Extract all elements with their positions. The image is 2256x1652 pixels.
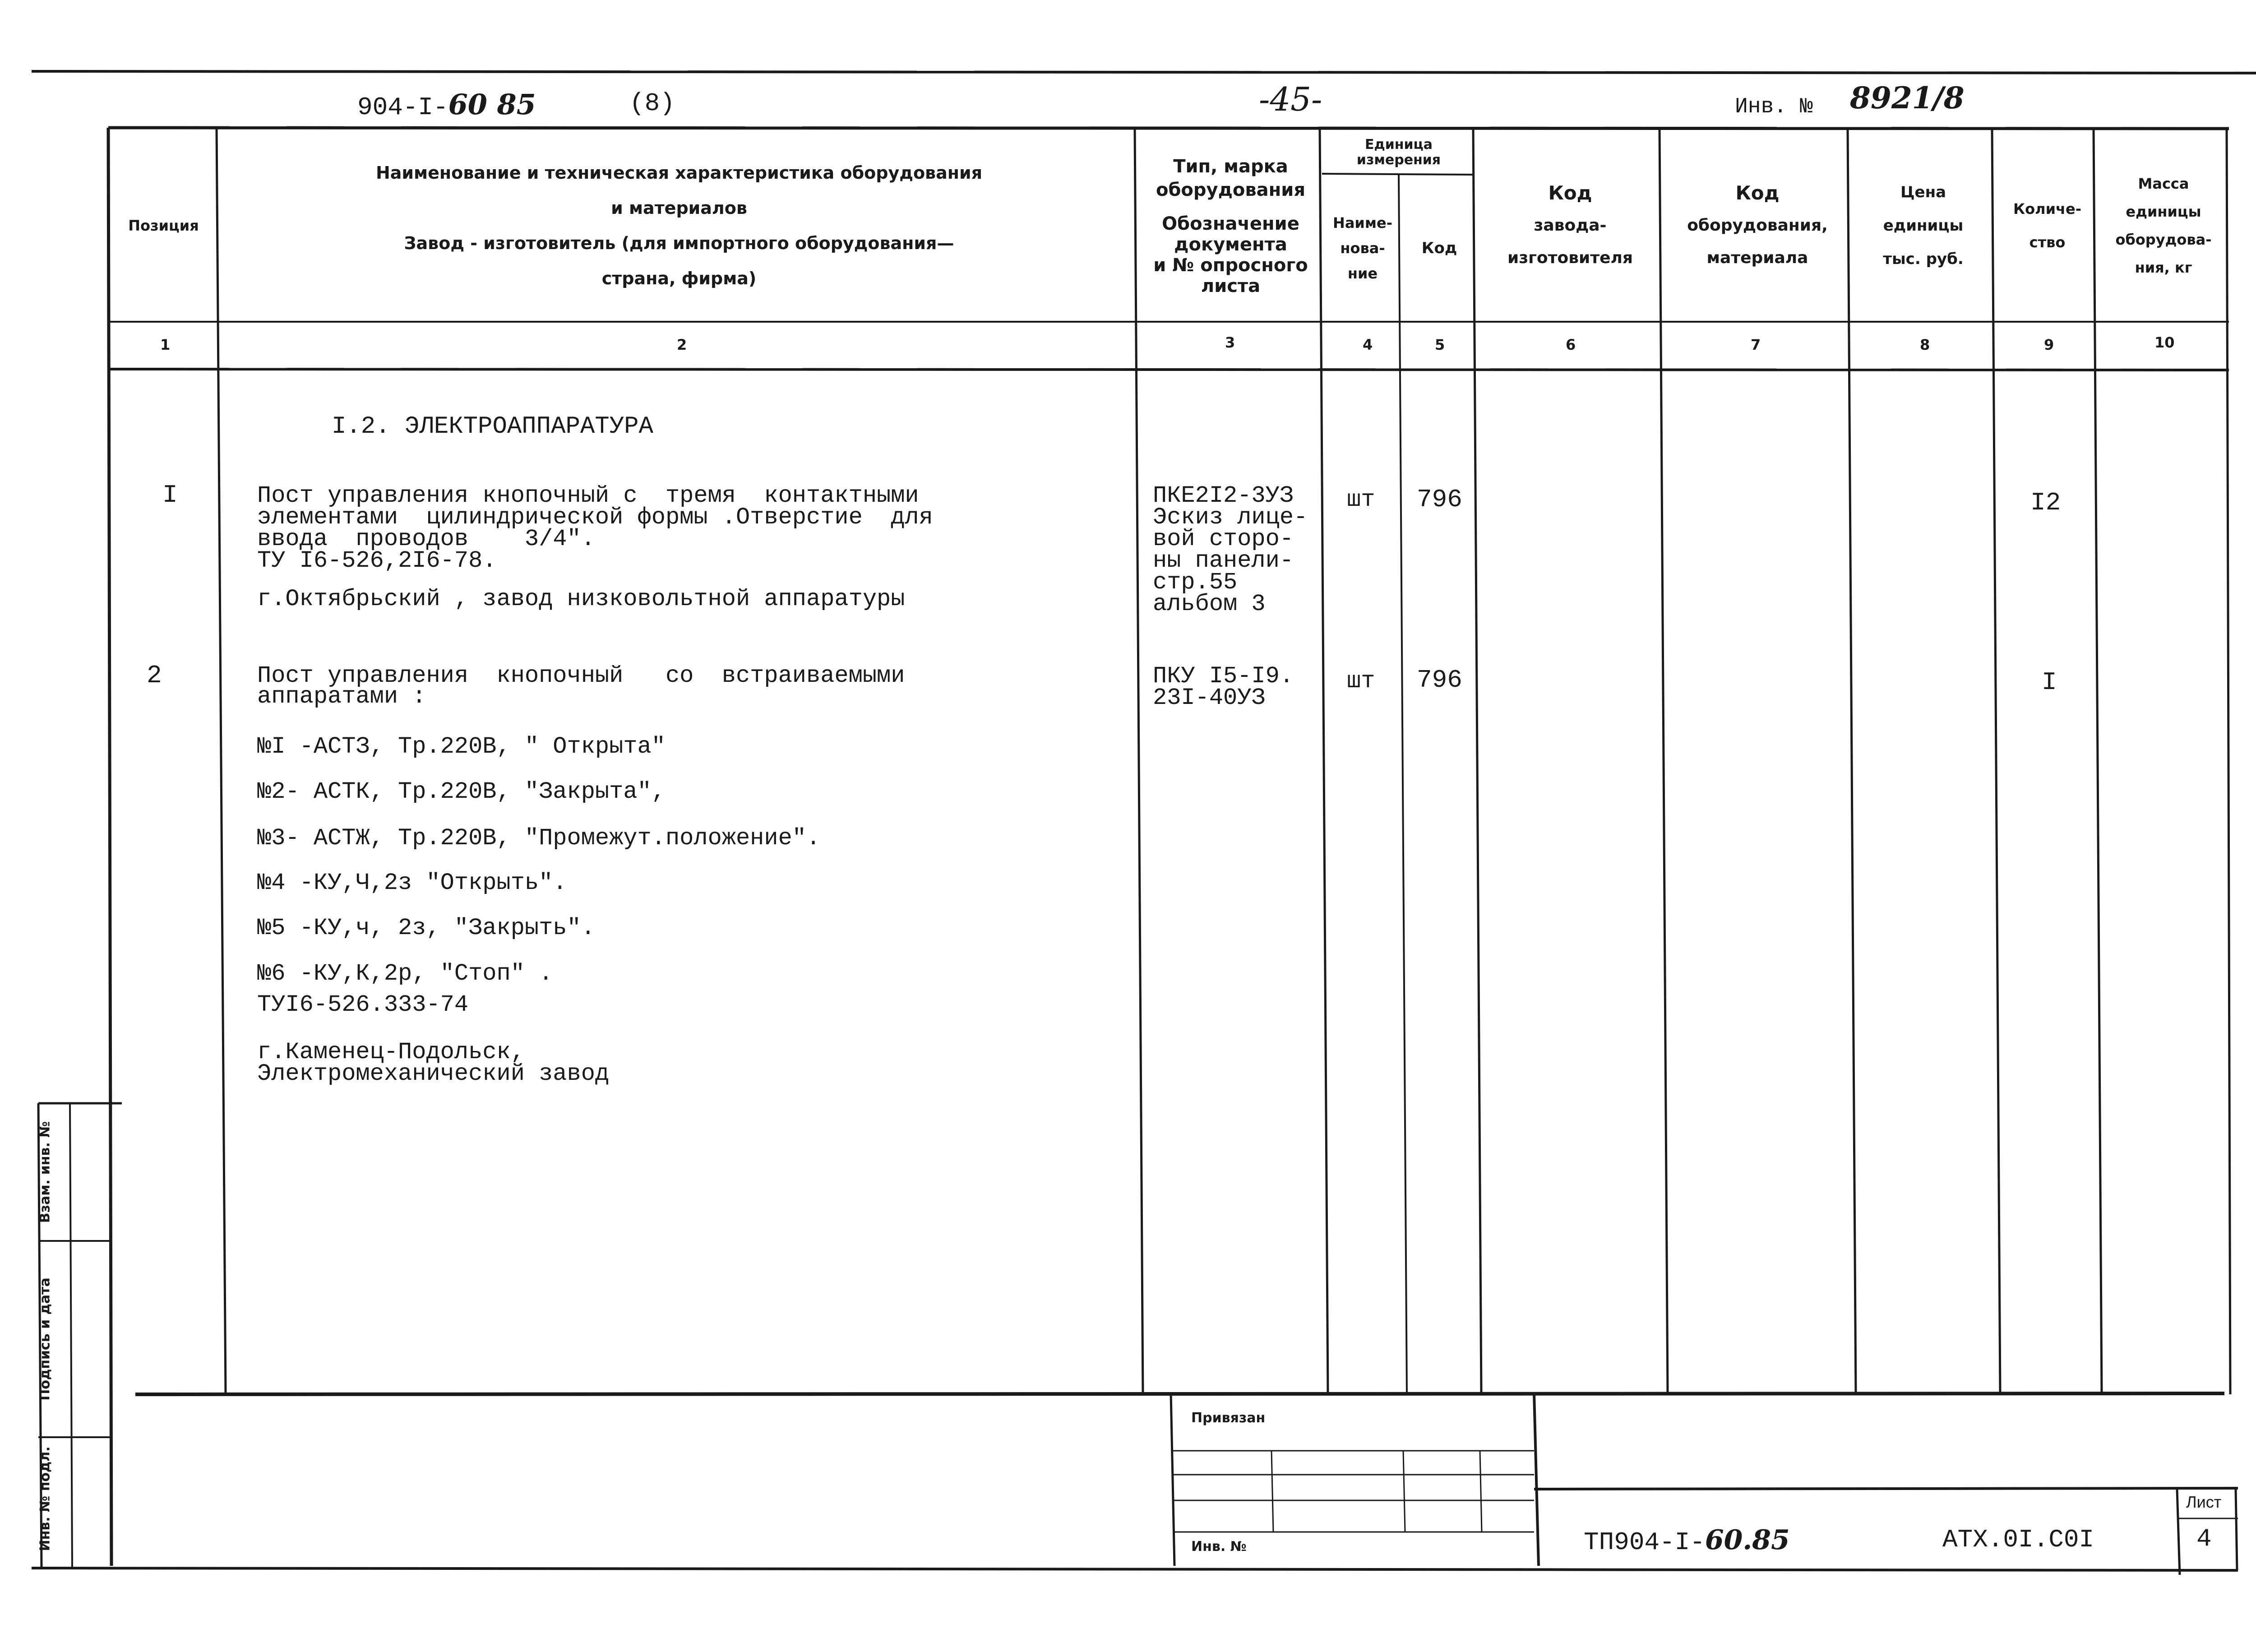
project-code [357, 88, 536, 122]
header-factory-code: Код завода- изготовителя [1507, 182, 1633, 267]
column-number: 4 [1363, 336, 1373, 353]
document-code-prefix: ТП904-I- [1584, 1528, 1705, 1557]
column-number: 10 [2154, 334, 2175, 351]
row-2-sub-item-3: №3- АСТЖ, Тр.220В, "Промежут.положение". [257, 825, 821, 851]
row-2-name: Пост управления кнопочный со встраиваемыми аппаратами : [257, 662, 905, 710]
row-2-sub-item-2: №2- АСТК, Тр.220В, "Закрыта", [257, 778, 666, 805]
row-1-position: I [162, 481, 178, 509]
column-number: 3 [1225, 334, 1235, 351]
column-number: 9 [2044, 336, 2054, 353]
header-mass: Масса единицы оборудова- ния, кг [2115, 175, 2212, 276]
header-position: Позиция [128, 217, 199, 234]
row-2-manufacturer: г.Каменец-Подольск, Электромеханический завод [257, 1039, 610, 1087]
row-2-sub-item-4: №4 -КУ,Ч,2з "Открыть". [257, 870, 567, 896]
row-2-unit-code: 796 [1417, 666, 1462, 694]
row-1-type: ПКЕ2I2-3УЗ Эскиз лице- вой сторо- ны панели- стр.55 альбом 3 [1153, 482, 1308, 617]
inv-no-label: Инв. № [1191, 1539, 1247, 1555]
column-number: 6 [1566, 336, 1576, 353]
row-1-name: Пост управления кнопочный с тремя контактными элементами цилиндрической формы .Отверстие для ввода проводов 3/4". ТУ I6-526,2I6-78. [257, 482, 933, 574]
header-equipment-code: Код оборудования, материала [1687, 182, 1828, 267]
row-2-quantity: I [2042, 668, 2057, 697]
row-1-quantity: I2 [2030, 488, 2061, 517]
inv-number: 8921/8 [1850, 80, 1965, 116]
header-price: Цена единицы тыс. руб. [1883, 183, 1964, 268]
row-2-sub-item-5: №5 -КУ,ч, 2з, "Закрыть". [257, 915, 595, 941]
privyazan-label: Привязан [1191, 1410, 1266, 1426]
side-stamp-vzam-inv: Взам. инв. № [37, 1121, 53, 1223]
row-2-unit: шт [1347, 668, 1375, 694]
project-code-prefix: 904-I- [357, 93, 448, 122]
row-2-position: 2 [147, 661, 162, 690]
header-unit-code: Код [1421, 239, 1457, 257]
column-number: 7 [1751, 336, 1761, 353]
row-1-manufacturer: г.Октябрьский , завод низковольтной аппаратуры [257, 586, 905, 612]
sheet-number: 4 [2196, 1524, 2212, 1553]
row-2-sub-item-6: №6 -КУ,К,2р, "Стоп" . [257, 960, 553, 987]
column-number: 2 [677, 336, 687, 353]
row-1-unit: шт [1347, 486, 1375, 513]
row-2-tu: ТУI6-526.333-74 [257, 991, 469, 1018]
page-number: -45- [1259, 80, 1322, 118]
row-1-unit-code: 796 [1417, 485, 1462, 514]
document-code-handwritten: 60.85 [1705, 1524, 1790, 1556]
column-number: 8 [1920, 336, 1930, 353]
column-number: 1 [160, 336, 171, 353]
header-type: Тип, марка оборудования Обозначение документа и № опросного листа [1153, 156, 1308, 296]
document-mark: АТХ.0I.С0I [1942, 1525, 2094, 1554]
header-quantity: Количе- ство [2013, 200, 2081, 251]
column-number: 5 [1435, 336, 1445, 353]
section-title: I.2. ЭЛЕКТРОАППАРАТУРА [332, 413, 653, 440]
header-unit-group: Единица измерения [1356, 136, 1441, 168]
row-2-sub-item-1: №I -АСТЗ, Тр.220В, " Открыта" [257, 733, 666, 760]
row-2-type: ПКУ I5-I9. 23I-40УЗ [1153, 663, 1294, 711]
header-unit-name: Наиме- нова- ние [1333, 214, 1392, 282]
side-stamp-signature-date: Подпись и дата [37, 1277, 53, 1401]
project-code-handwritten: 60 85 [448, 88, 536, 121]
header-name: Наименование и техническая характеристика оборудования и материалов Завод - изготовитель (для импортного оборудования— страна, фирма) [375, 163, 983, 288]
side-stamp-inv-podl: Инв. № подл. [37, 1446, 53, 1551]
sheet-label: Лист [2186, 1493, 2222, 1511]
sheet-count: (8) [629, 89, 675, 118]
document-code [1584, 1524, 1790, 1557]
inv-label: Инв. № [1735, 95, 1813, 119]
